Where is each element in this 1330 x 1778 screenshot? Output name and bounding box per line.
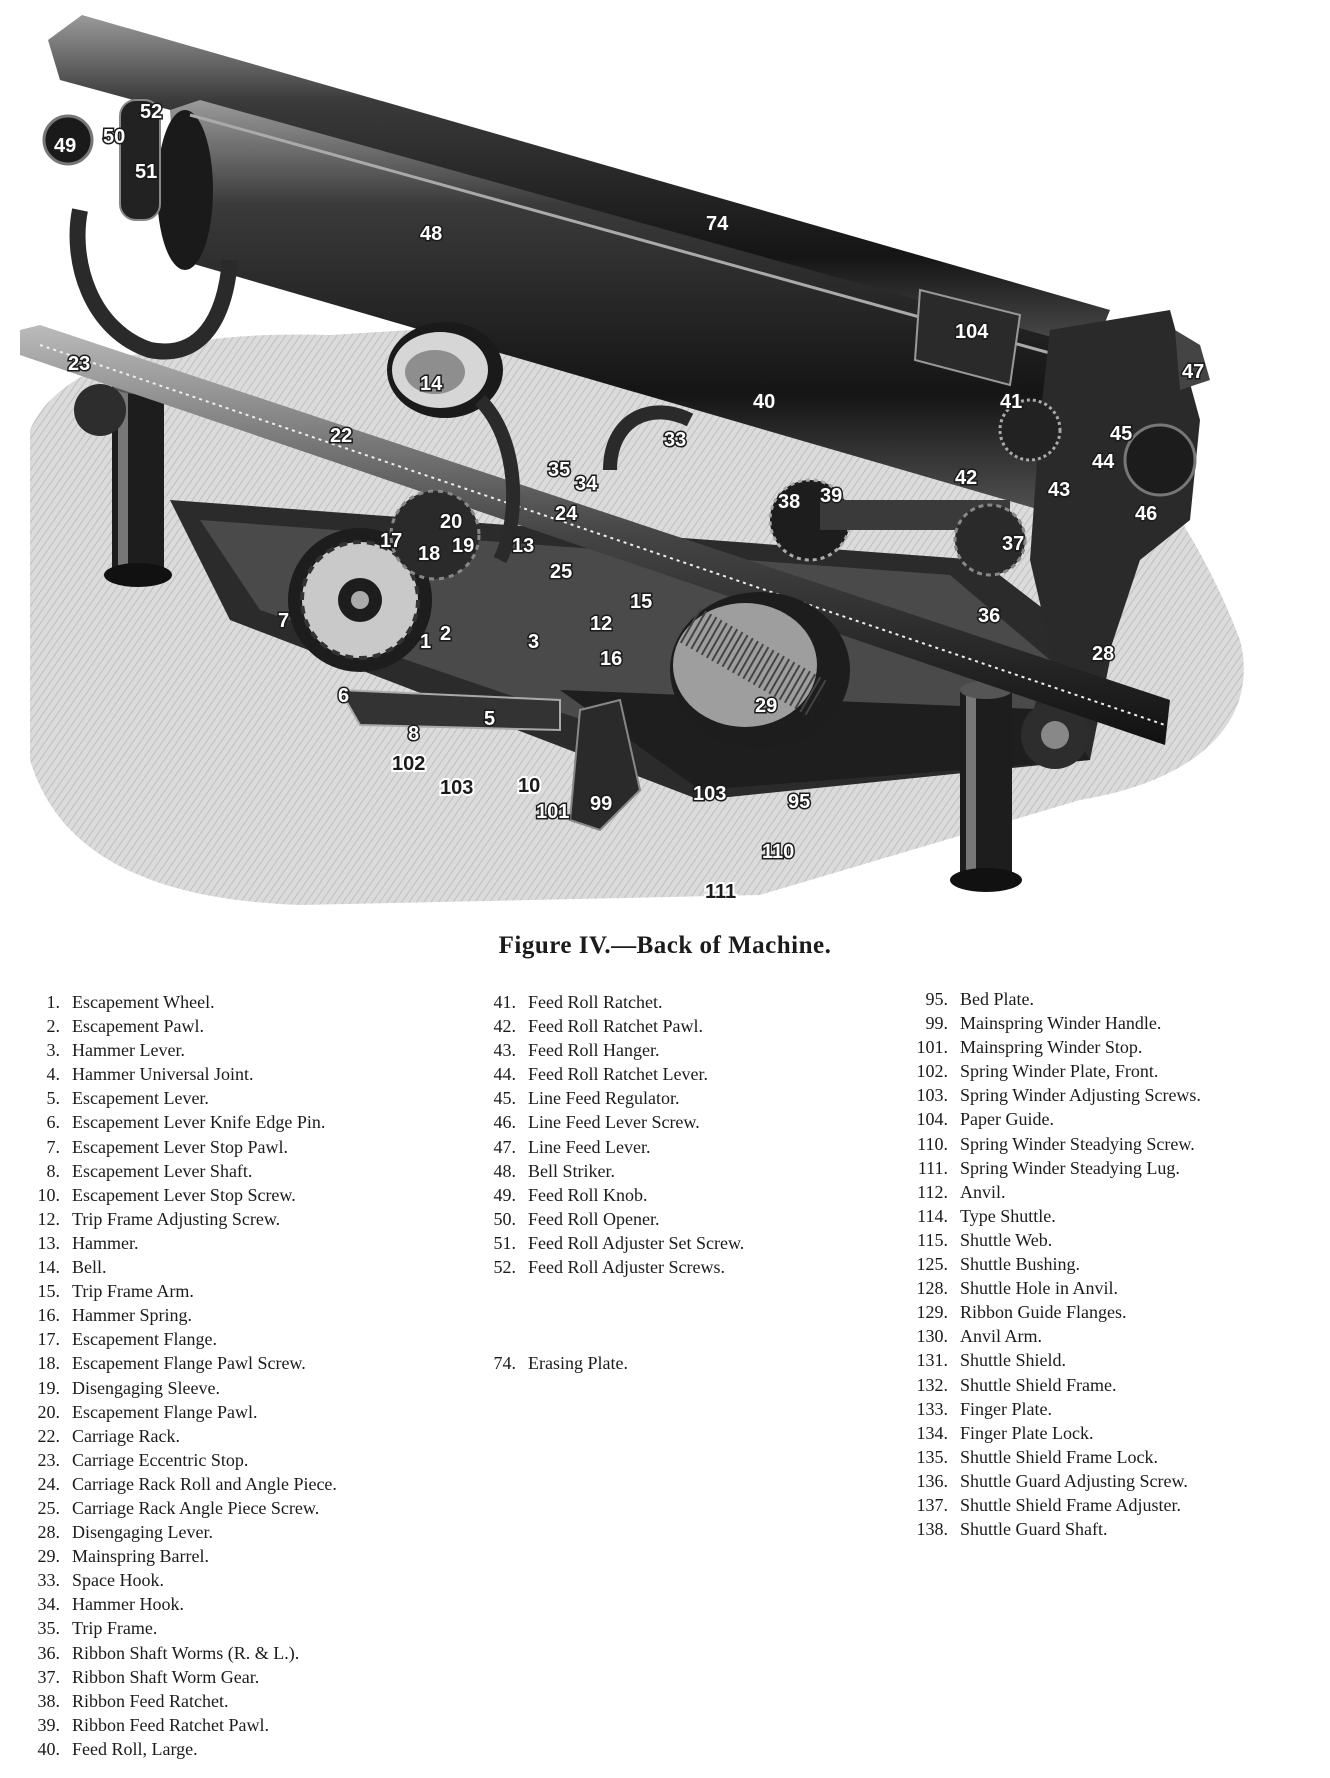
legend-item-label: Trip Frame. <box>72 1618 158 1639</box>
legend-item <box>900 1083 1201 1107</box>
legend-item-label: Hammer Universal Joint. <box>72 1064 254 1085</box>
legend-item <box>28 1496 337 1520</box>
legend-item-number: 13. <box>37 1232 60 1253</box>
legend-item <box>28 1737 337 1761</box>
legend-item-number: 10. <box>37 1184 60 1205</box>
legend-item-number: 15. <box>37 1281 60 1302</box>
legend-item-label: Hammer Hook. <box>72 1594 184 1615</box>
legend-item <box>900 1204 1201 1228</box>
legend-item <box>28 1327 337 1351</box>
legend-item-label: Feed Roll, Large. <box>72 1738 198 1759</box>
legend-item-label: Anvil Arm. <box>960 1326 1043 1347</box>
legend-item-label: Escapement Flange Pawl Screw. <box>72 1353 306 1374</box>
legend-item-number: 45. <box>493 1088 516 1109</box>
legend-item <box>28 1303 337 1327</box>
callout-label: 44 <box>1092 451 1115 473</box>
legend-item <box>478 1135 744 1159</box>
legend-item-label: Shuttle Guard Shaft. <box>960 1519 1108 1540</box>
callout-label: 13 <box>512 535 535 557</box>
legend-item-number: 101. <box>916 1037 948 1058</box>
callout-label: 20 <box>440 511 463 533</box>
legend-item-label: Ribbon Shaft Worms (R. & L.). <box>72 1642 300 1663</box>
callout-label: 36 <box>978 605 1001 627</box>
callout-label: 19 <box>452 535 475 557</box>
legend-item-label: Shuttle Shield Frame Lock. <box>960 1446 1158 1467</box>
legend-item-number: 37. <box>37 1666 60 1687</box>
legend-item <box>28 1376 337 1400</box>
callout-label: 43 <box>1048 479 1071 501</box>
legend-item-number: 135. <box>916 1446 948 1467</box>
legend-item-number: 40. <box>37 1738 60 1759</box>
legend-item-number: 33. <box>37 1570 60 1591</box>
legend-item <box>28 1592 337 1616</box>
legend-item-label: Shuttle Shield Frame Adjuster. <box>960 1494 1181 1515</box>
legend-item-number: 130. <box>916 1326 948 1347</box>
legend-item <box>900 1493 1201 1517</box>
legend-item-number: 43. <box>493 1040 516 1061</box>
legend-item-label: Shuttle Bushing. <box>960 1254 1081 1275</box>
legend-item <box>28 1424 337 1448</box>
legend-item-label: Escapement Lever. <box>72 1088 209 1109</box>
legend-item-number: 125. <box>916 1254 948 1275</box>
callout-label: 7 <box>278 610 290 632</box>
legend-item <box>478 1183 744 1207</box>
legend-item <box>28 1448 337 1472</box>
legend-item <box>28 1255 337 1279</box>
parts-legend-column-3 <box>900 987 1201 1541</box>
callout-label: 6 <box>338 685 350 707</box>
legend-item-label: Feed Roll Ratchet Lever. <box>528 1064 708 1085</box>
callout-label: 8 <box>408 723 420 745</box>
legend-item-label: Carriage Eccentric Stop. <box>72 1449 249 1470</box>
legend-item-label: Escapement Flange. <box>72 1329 217 1350</box>
legend-item-number: 35. <box>37 1618 60 1639</box>
legend-item <box>28 1351 337 1375</box>
legend-item-number: 138. <box>916 1519 948 1540</box>
legend-item-number: 22. <box>37 1425 60 1446</box>
legend-item-number: 112. <box>917 1181 948 1202</box>
legend-item-number: 24. <box>37 1473 60 1494</box>
legend-item-number: 132. <box>916 1374 948 1395</box>
legend-item <box>28 1159 337 1183</box>
legend-item-number: 1. <box>46 992 60 1012</box>
legend-item-number: 3. <box>46 1040 60 1061</box>
legend-item-number: 18. <box>37 1353 60 1374</box>
callout-label: 5 <box>484 708 496 730</box>
legend-item-number: 39. <box>37 1714 60 1735</box>
legend-item-label: Bed Plate. <box>960 989 1034 1009</box>
legend-item-number: 36. <box>37 1642 60 1663</box>
legend-item-number: 25. <box>37 1497 60 1518</box>
legend-item-label: Escapement Lever Shaft. <box>72 1160 253 1181</box>
legend-item-label: Ribbon Feed Ratchet Pawl. <box>72 1714 269 1735</box>
legend-item-label: Disengaging Sleeve. <box>72 1377 220 1398</box>
legend-item-label: Feed Roll Opener. <box>528 1208 660 1229</box>
legend-item <box>900 1300 1201 1324</box>
callout-label: 34 <box>575 473 598 495</box>
callout-label: 28 <box>1092 643 1115 665</box>
callout-label: 40 <box>753 391 776 413</box>
legend-item-label: Spring Winder Steadying Lug. <box>960 1157 1180 1178</box>
callout-label: 46 <box>1135 503 1158 525</box>
legend-item-label: Shuttle Guard Adjusting Screw. <box>960 1470 1188 1491</box>
callout-label: 74 <box>706 213 729 235</box>
callout-label: 22 <box>330 425 353 447</box>
callout-label: 33 <box>664 429 687 451</box>
legend-item-number: 14. <box>37 1257 60 1278</box>
legend-item-label: Spring Winder Plate, Front. <box>960 1061 1159 1082</box>
legend-item-number: 110. <box>917 1133 948 1154</box>
legend-item-label: Line Feed Regulator. <box>528 1088 680 1109</box>
legend-item <box>900 1011 1201 1035</box>
legend-item-number: 95. <box>925 989 948 1009</box>
legend-item-label: Erasing Plate. <box>528 1353 628 1374</box>
callout-label: 101 <box>536 801 570 823</box>
legend-item-number: 41. <box>493 992 516 1012</box>
callout-label: 103 <box>440 777 474 799</box>
legend-item <box>28 1520 337 1544</box>
callout-label: 10 <box>518 775 541 797</box>
legend-item-label: Feed Roll Hanger. <box>528 1040 660 1061</box>
legend-item-label: Mainspring Winder Handle. <box>960 1013 1162 1034</box>
legend-item-label: Escapement Wheel. <box>72 992 215 1012</box>
legend-item-number: 114. <box>917 1205 948 1226</box>
legend-spacer <box>478 1279 744 1351</box>
legend-item <box>900 1059 1201 1083</box>
legend-item <box>900 1107 1201 1131</box>
legend-item <box>900 1228 1201 1252</box>
callout-label: 111 <box>705 881 737 903</box>
callout-label: 35 <box>548 459 571 481</box>
legend-item-label: Carriage Rack Angle Piece Screw. <box>72 1497 320 1518</box>
legend-item-label: Escapement Lever Stop Screw. <box>72 1184 296 1205</box>
legend-item-label: Shuttle Shield. <box>960 1350 1067 1371</box>
legend-item <box>28 1689 337 1713</box>
legend-item <box>900 1324 1201 1348</box>
legend-item <box>900 1373 1201 1397</box>
legend-item-label: Mainspring Barrel. <box>72 1546 209 1567</box>
legend-item <box>900 1517 1201 1541</box>
legend-item <box>900 1156 1201 1180</box>
legend-item-label: Type Shuttle. <box>960 1205 1056 1226</box>
callout-label: 15 <box>630 591 653 613</box>
legend-item-label: Trip Frame Adjusting Screw. <box>72 1208 281 1229</box>
callout-label: 16 <box>600 648 623 670</box>
legend-item <box>28 1014 337 1038</box>
legend-item <box>28 1231 337 1255</box>
legend-item-label: Shuttle Hole in Anvil. <box>960 1278 1119 1299</box>
legend-item <box>478 1062 744 1086</box>
legend-item-label: Ribbon Shaft Worm Gear. <box>72 1666 260 1687</box>
callout-label: 12 <box>590 613 613 635</box>
legend-item-label: Disengaging Lever. <box>72 1522 213 1543</box>
callout-label: 110 <box>762 841 795 863</box>
callout-label: 47 <box>1182 361 1205 383</box>
legend-item <box>478 1231 744 1255</box>
legend-item-label: Line Feed Lever Screw. <box>528 1112 700 1133</box>
callout-label: 104 <box>955 321 989 343</box>
legend-item-label: Shuttle Shield Frame. <box>960 1374 1117 1395</box>
legend-item-number: 44. <box>493 1064 516 1085</box>
callout-label: 51 <box>135 161 158 183</box>
legend-item <box>28 1568 337 1592</box>
callout-label: 99 <box>590 793 613 815</box>
legend-item-number: 4. <box>46 1064 60 1085</box>
legend-item-number: 46. <box>493 1112 516 1133</box>
legend-item <box>900 1348 1201 1372</box>
legend-item-label: Trip Frame Arm. <box>72 1281 194 1302</box>
legend-item-label: Finger Plate Lock. <box>960 1422 1094 1443</box>
callout-label: 29 <box>755 695 778 717</box>
legend-item-label: Feed Roll Adjuster Screws. <box>528 1257 725 1278</box>
legend-item-label: Space Hook. <box>72 1570 164 1591</box>
legend-item-label: Paper Guide. <box>960 1109 1054 1130</box>
legend-item-number: 17. <box>37 1329 60 1350</box>
legend-item <box>478 990 744 1014</box>
legend-item-label: Bell Striker. <box>528 1160 615 1181</box>
legend-item-number: 42. <box>493 1016 516 1037</box>
legend-item-number: 29. <box>37 1546 60 1567</box>
legend-item <box>900 1252 1201 1276</box>
legend-item <box>900 987 1201 1011</box>
legend-item <box>28 1183 337 1207</box>
callout-label: 49 <box>54 135 77 157</box>
legend-item <box>28 1665 337 1689</box>
legend-item <box>28 990 337 1014</box>
legend-item-number: 2. <box>46 1016 60 1037</box>
legend-item <box>28 1062 337 1086</box>
callout-label: 17 <box>380 530 403 552</box>
legend-item-number: 115. <box>917 1229 948 1250</box>
legend-item-label: Feed Roll Ratchet. <box>528 992 663 1012</box>
legend-item <box>28 1207 337 1231</box>
legend-item-label: Line Feed Lever. <box>528 1136 651 1157</box>
legend-item-number: 102. <box>916 1061 948 1082</box>
callout-label: 25 <box>550 561 573 583</box>
legend-item-label: Feed Roll Ratchet Pawl. <box>528 1016 703 1037</box>
legend-item-label: Ribbon Guide Flanges. <box>960 1302 1127 1323</box>
callout-label: 102 <box>392 753 426 775</box>
callout-label: 48 <box>420 223 443 245</box>
legend-item-number: 16. <box>37 1305 60 1326</box>
callout-label: 18 <box>418 543 441 565</box>
callout-label: 3 <box>528 631 540 653</box>
legend-item <box>478 1086 744 1110</box>
legend-item-number: 34. <box>37 1594 60 1615</box>
legend-item <box>478 1207 744 1231</box>
legend-item-number: 128. <box>916 1278 948 1299</box>
legend-item-label: Spring Winder Adjusting Screws. <box>960 1085 1201 1106</box>
legend-item <box>900 1469 1201 1493</box>
parts-legend-column-2 <box>478 990 744 1375</box>
legend-item <box>28 1641 337 1665</box>
callout-label: 45 <box>1110 423 1133 445</box>
parts-legend-column-1 <box>28 990 337 1761</box>
callout-label: 95 <box>788 791 811 813</box>
callout-label: 52 <box>140 101 163 123</box>
legend-item-number: 134. <box>916 1422 948 1443</box>
legend-item-number: 129. <box>916 1302 948 1323</box>
legend-item-number: 133. <box>916 1398 948 1419</box>
callout-label: 1 <box>420 631 432 653</box>
legend-item-label: Bell. <box>72 1257 107 1278</box>
legend-item <box>28 1472 337 1496</box>
legend-item <box>900 1421 1201 1445</box>
legend-item-number: 136. <box>916 1470 948 1491</box>
legend-item <box>478 1255 744 1279</box>
legend-item-number: 8. <box>46 1160 60 1181</box>
legend-item-label: Ribbon Feed Ratchet. <box>72 1690 229 1711</box>
callout-label: 42 <box>955 467 978 489</box>
legend-item-number: 99. <box>925 1013 948 1034</box>
legend-item-label: Escapement Lever Stop Pawl. <box>72 1136 288 1157</box>
callout-label: 103 <box>693 783 727 805</box>
legend-item-label: Carriage Rack Roll and Angle Piece. <box>72 1473 337 1494</box>
legend-item <box>478 1351 744 1375</box>
legend-item <box>478 1110 744 1134</box>
legend-item-label: Escapement Flange Pawl. <box>72 1401 258 1422</box>
legend-item <box>28 1086 337 1110</box>
legend-item <box>478 1014 744 1038</box>
callout-label: 38 <box>778 491 801 513</box>
callout-label: 23 <box>68 353 91 375</box>
legend-item-number: 74. <box>493 1353 516 1374</box>
legend-item-number: 6. <box>46 1112 60 1133</box>
legend-item-number: 38. <box>37 1690 60 1711</box>
legend-item-number: 52. <box>493 1257 516 1278</box>
callout-label: 24 <box>555 503 578 525</box>
legend-item-label: Escapement Lever Knife Edge Pin. <box>72 1112 326 1133</box>
legend-item-label: Escapement Pawl. <box>72 1016 204 1037</box>
legend-item-number: 19. <box>37 1377 60 1398</box>
legend-item <box>900 1397 1201 1421</box>
legend-item-number: 103. <box>916 1085 948 1106</box>
legend-item-number: 104. <box>916 1109 948 1130</box>
legend-item-label: Spring Winder Steadying Screw. <box>960 1133 1195 1154</box>
legend-item-number: 137. <box>916 1494 948 1515</box>
legend-item-label: Feed Roll Adjuster Set Screw. <box>528 1232 745 1253</box>
callout-label: 41 <box>1000 391 1023 413</box>
legend-item-label: Hammer. <box>72 1232 139 1253</box>
legend-item-label: Feed Roll Knob. <box>528 1184 648 1205</box>
legend-item <box>28 1713 337 1737</box>
legend-item <box>28 1110 337 1134</box>
legend-item <box>28 1038 337 1062</box>
legend-item <box>28 1544 337 1568</box>
legend-item <box>28 1279 337 1303</box>
legend-item-number: 51. <box>493 1232 516 1253</box>
legend-item <box>28 1135 337 1159</box>
figure-caption: Figure IV.—Back of Machine. <box>498 932 832 959</box>
legend-item-label: Finger Plate. <box>960 1398 1052 1419</box>
legend-item-number: 50. <box>493 1208 516 1229</box>
legend-item <box>28 1400 337 1424</box>
callout-label: 14 <box>420 373 443 395</box>
legend-item-number: 49. <box>493 1184 516 1205</box>
callout-label: 39 <box>820 485 843 507</box>
legend-item-label: Carriage Rack. <box>72 1425 180 1446</box>
callout-label: 50 <box>103 126 126 148</box>
legend-item-number: 7. <box>46 1136 60 1157</box>
legend-item-number: 20. <box>37 1401 60 1422</box>
legend-item <box>900 1180 1201 1204</box>
legend-item-label: Shuttle Web. <box>960 1229 1053 1250</box>
legend-item-label: Hammer Spring. <box>72 1305 192 1326</box>
legend-item-number: 28. <box>37 1522 60 1543</box>
callout-label: 2 <box>440 623 452 645</box>
legend-item <box>478 1038 744 1062</box>
legend-item-number: 23. <box>37 1449 60 1470</box>
legend-item-number: 47. <box>493 1136 516 1157</box>
legend-item <box>28 1616 337 1640</box>
legend-item <box>900 1132 1201 1156</box>
legend-item-number: 12. <box>37 1208 60 1229</box>
legend-item-number: 48. <box>493 1160 516 1181</box>
legend-item <box>900 1445 1201 1469</box>
callout-label: 37 <box>1002 533 1025 555</box>
mainspring-barrel <box>670 592 850 748</box>
legend-item <box>900 1276 1201 1300</box>
legend-item <box>478 1159 744 1183</box>
legend-item-label: Mainspring Winder Stop. <box>960 1037 1143 1058</box>
legend-item-number: 5. <box>46 1088 60 1109</box>
legend-item <box>900 1035 1201 1059</box>
legend-item-label: Hammer Lever. <box>72 1040 185 1061</box>
legend-item-number: 111. <box>917 1157 948 1178</box>
legend-item-number: 131. <box>916 1350 948 1371</box>
legend-item-label: Anvil. <box>960 1181 1006 1202</box>
